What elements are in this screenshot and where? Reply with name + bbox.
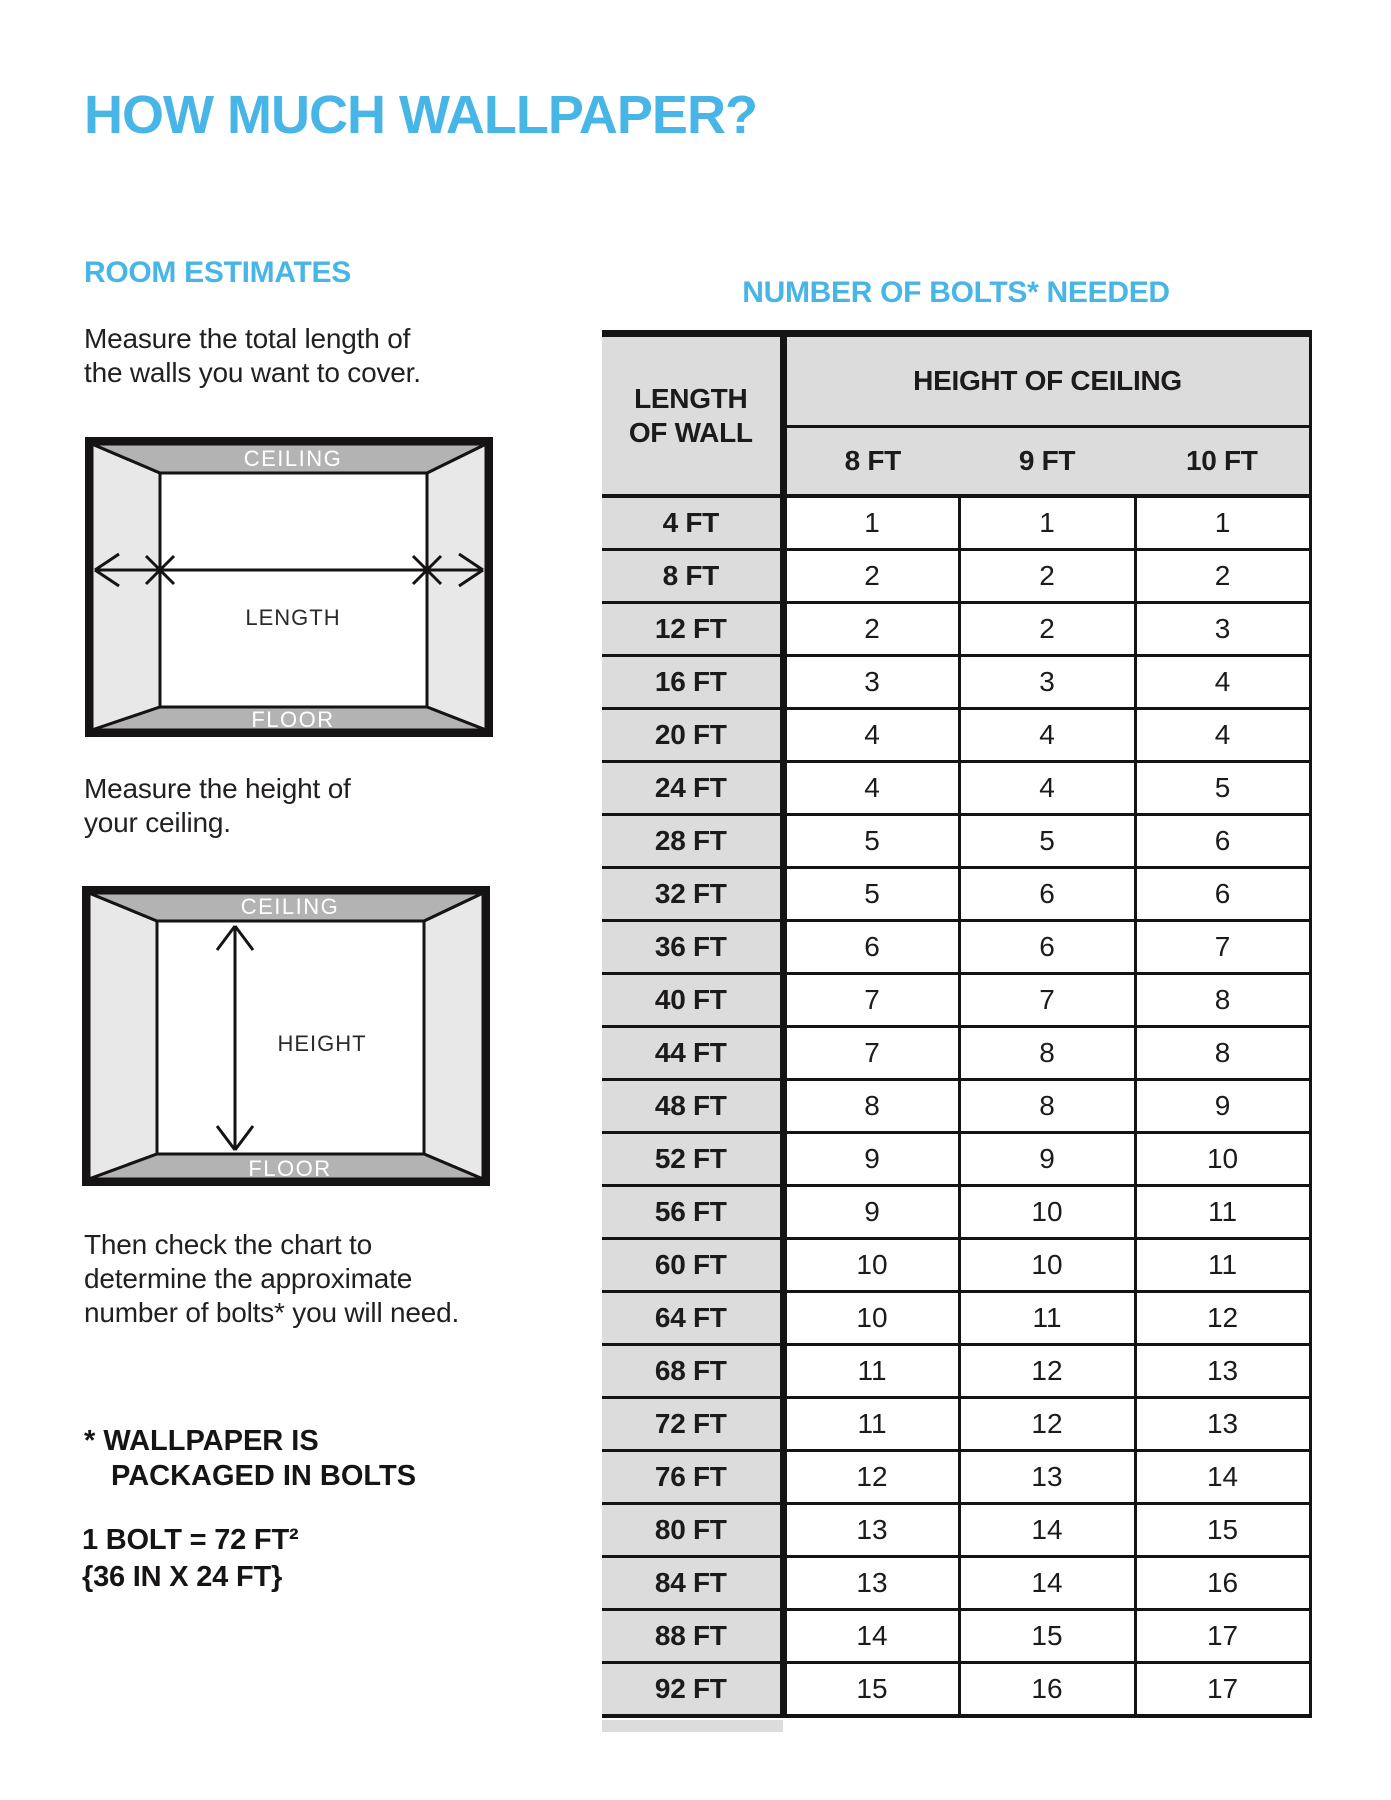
bolts-value-cell: 2 xyxy=(783,603,959,656)
bolts-value-cell: 13 xyxy=(783,1504,959,1557)
bolts-value-cell: 8 xyxy=(1135,1027,1310,1080)
bolts-value-cell: 6 xyxy=(959,868,1135,921)
bolts-value-cell: 3 xyxy=(959,656,1135,709)
left-wall-face xyxy=(92,444,160,730)
floor-label: FLOOR xyxy=(251,707,335,732)
bolts-value-cell: 11 xyxy=(783,1398,959,1451)
wall-length-cell: 88 FT xyxy=(602,1610,783,1663)
table-row xyxy=(602,1451,1310,1504)
ceiling-height-10ft-header: 10 FT xyxy=(1135,427,1310,497)
table-row xyxy=(602,1186,1310,1239)
length-of-wall-header: LENGTH OF WALL xyxy=(602,334,783,497)
bolts-value-cell: 1 xyxy=(1135,496,1310,550)
bolts-value-cell: 10 xyxy=(1135,1133,1310,1186)
wall-length-cell: 52 FT xyxy=(602,1133,783,1186)
bolts-value-cell: 4 xyxy=(959,762,1135,815)
footnote-line: PACKAGED IN BOLTS xyxy=(111,1460,417,1492)
room-estimates-heading: ROOM ESTIMATES xyxy=(84,256,351,289)
wall-length-cell: 44 FT xyxy=(602,1027,783,1080)
bolts-value-cell: 5 xyxy=(783,868,959,921)
height-of-ceiling-header: HEIGHT OF CEILING xyxy=(783,334,1310,427)
room-length-diagram xyxy=(85,437,493,737)
wallpaper-bolts-footnote xyxy=(84,1424,416,1494)
right-wall-face xyxy=(424,893,483,1179)
bolts-value-cell: 2 xyxy=(959,550,1135,603)
bolts-value-cell: 17 xyxy=(1135,1610,1310,1663)
bolts-value-cell: 9 xyxy=(959,1133,1135,1186)
bolts-value-cell: 10 xyxy=(783,1239,959,1292)
instruction-line: the walls you want to cover. xyxy=(84,357,421,388)
bolts-table-header xyxy=(602,334,1310,497)
bolts-value-cell: 16 xyxy=(959,1663,1135,1717)
bolts-value-cell: 10 xyxy=(783,1292,959,1345)
instruction-line: Then check the chart to xyxy=(84,1229,373,1260)
wall-length-cell: 84 FT xyxy=(602,1557,783,1610)
bolts-value-cell: 8 xyxy=(959,1027,1135,1080)
bolts-value-cell: 9 xyxy=(783,1186,959,1239)
bolts-value-cell: 14 xyxy=(959,1504,1135,1557)
bolts-value-cell: 7 xyxy=(959,974,1135,1027)
bolts-value-cell: 5 xyxy=(783,815,959,868)
bolts-value-cell: 5 xyxy=(959,815,1135,868)
bolts-value-cell: 13 xyxy=(783,1557,959,1610)
wall-length-cell: 92 FT xyxy=(602,1663,783,1717)
bolts-value-cell: 1 xyxy=(959,496,1135,550)
footnote-line: * WALLPAPER IS xyxy=(84,1425,319,1457)
bolts-value-cell: 15 xyxy=(959,1610,1135,1663)
bolts-value-cell: 4 xyxy=(783,762,959,815)
table-row xyxy=(602,1398,1310,1451)
bolts-value-cell: 4 xyxy=(783,709,959,762)
table-row xyxy=(602,815,1310,868)
wall-length-cell: 4 FT xyxy=(602,496,783,550)
wall-length-cell: 80 FT xyxy=(602,1504,783,1557)
table-row xyxy=(602,1504,1310,1557)
bolts-value-cell: 11 xyxy=(783,1345,959,1398)
instruction-step-length xyxy=(84,322,421,390)
bolts-value-cell: 2 xyxy=(1135,550,1310,603)
bolts-value-cell: 3 xyxy=(783,656,959,709)
length-label: LENGTH xyxy=(245,605,341,630)
wall-length-cell: 12 FT xyxy=(602,603,783,656)
bolts-value-cell: 11 xyxy=(959,1292,1135,1345)
bolts-value-cell: 17 xyxy=(1135,1663,1310,1717)
bolts-value-cell: 9 xyxy=(1135,1080,1310,1133)
bolts-value-cell: 7 xyxy=(1135,921,1310,974)
bolts-value-cell: 12 xyxy=(959,1398,1135,1451)
bolts-value-cell: 14 xyxy=(783,1610,959,1663)
table-row xyxy=(602,1080,1310,1133)
table-row xyxy=(602,1133,1310,1186)
ceiling-label: CEILING xyxy=(240,894,340,919)
table-row xyxy=(602,1292,1310,1345)
bolts-value-cell: 8 xyxy=(1135,974,1310,1027)
wall-length-cell: 16 FT xyxy=(602,656,783,709)
ceiling-height-8ft-header: 8 FT xyxy=(783,427,959,497)
table-row xyxy=(602,656,1310,709)
room-height-diagram xyxy=(82,886,490,1186)
bolts-value-cell: 4 xyxy=(1135,656,1310,709)
bolts-value-cell: 1 xyxy=(783,496,959,550)
bolts-value-cell: 16 xyxy=(1135,1557,1310,1610)
bolts-value-cell: 8 xyxy=(959,1080,1135,1133)
instruction-step-chart xyxy=(84,1228,459,1330)
bolts-value-cell: 14 xyxy=(1135,1451,1310,1504)
table-bottom-strip xyxy=(602,1720,783,1732)
ceiling-height-9ft-header: 9 FT xyxy=(959,427,1135,497)
bolts-value-cell: 7 xyxy=(783,974,959,1027)
bolts-value-cell: 15 xyxy=(1135,1504,1310,1557)
left-wall-face xyxy=(89,893,157,1179)
bolts-value-cell: 10 xyxy=(959,1239,1135,1292)
bolt-definition xyxy=(82,1522,298,1596)
bolts-value-cell: 2 xyxy=(959,603,1135,656)
bolts-value-cell: 13 xyxy=(1135,1398,1310,1451)
wall-length-cell: 76 FT xyxy=(602,1451,783,1504)
ceiling-label: CEILING xyxy=(243,446,343,471)
table-row xyxy=(602,1239,1310,1292)
table-row xyxy=(602,603,1310,656)
wall-length-cell: 56 FT xyxy=(602,1186,783,1239)
bolts-value-cell: 11 xyxy=(1135,1186,1310,1239)
instruction-line: determine the approximate xyxy=(84,1263,413,1294)
table-row xyxy=(602,496,1310,550)
wall-length-cell: 72 FT xyxy=(602,1398,783,1451)
bolts-value-cell: 15 xyxy=(783,1663,959,1717)
bolts-value-cell: 6 xyxy=(959,921,1135,974)
table-row xyxy=(602,709,1310,762)
bolts-value-cell: 6 xyxy=(1135,815,1310,868)
instruction-line: Measure the total length of xyxy=(84,323,411,354)
bolt-definition-line: {36 IN X 24 FT} xyxy=(82,1561,283,1593)
table-row xyxy=(602,1027,1310,1080)
table-row xyxy=(602,1610,1310,1663)
bolts-value-cell: 9 xyxy=(783,1133,959,1186)
wall-length-cell: 68 FT xyxy=(602,1345,783,1398)
table-row xyxy=(602,1557,1310,1610)
wall-length-cell: 48 FT xyxy=(602,1080,783,1133)
bolts-value-cell: 10 xyxy=(959,1186,1135,1239)
right-wall-face xyxy=(427,444,486,730)
instruction-line: Measure the height of xyxy=(84,773,351,804)
table-row xyxy=(602,1663,1310,1717)
table-row xyxy=(602,921,1310,974)
floor-label: FLOOR xyxy=(248,1156,332,1181)
wall-length-cell: 64 FT xyxy=(602,1292,783,1345)
instruction-step-height xyxy=(84,772,351,840)
wall-length-cell: 36 FT xyxy=(602,921,783,974)
bolts-value-cell: 12 xyxy=(783,1451,959,1504)
page-title: HOW MUCH WALLPAPER? xyxy=(84,85,757,145)
bolts-value-cell: 13 xyxy=(959,1451,1135,1504)
bolts-value-cell: 8 xyxy=(783,1080,959,1133)
bolts-value-cell: 4 xyxy=(959,709,1135,762)
table-row xyxy=(602,550,1310,603)
bolts-value-cell: 12 xyxy=(959,1345,1135,1398)
bolts-table-heading: NUMBER OF BOLTS* NEEDED xyxy=(742,276,1170,309)
wall-length-cell: 24 FT xyxy=(602,762,783,815)
table-row xyxy=(602,1345,1310,1398)
table-row xyxy=(602,762,1310,815)
wall-length-cell: 20 FT xyxy=(602,709,783,762)
instruction-line: number of bolts* you will need. xyxy=(84,1297,460,1328)
instruction-line: your ceiling. xyxy=(84,807,231,838)
height-label: HEIGHT xyxy=(277,1031,367,1056)
bolt-definition-line: 1 BOLT = 72 FT² xyxy=(82,1524,299,1556)
wall-length-cell: 28 FT xyxy=(602,815,783,868)
bolts-value-cell: 7 xyxy=(783,1027,959,1080)
bolts-value-cell: 12 xyxy=(1135,1292,1310,1345)
table-row xyxy=(602,974,1310,1027)
table-row xyxy=(602,868,1310,921)
bolts-value-cell: 3 xyxy=(1135,603,1310,656)
bolts-table-body xyxy=(602,496,1310,1716)
back-wall-face xyxy=(160,473,427,707)
bolts-value-cell: 11 xyxy=(1135,1239,1310,1292)
bolts-value-cell: 2 xyxy=(783,550,959,603)
bolts-value-cell: 5 xyxy=(1135,762,1310,815)
wall-length-cell: 40 FT xyxy=(602,974,783,1027)
bolts-value-cell: 6 xyxy=(783,921,959,974)
bolts-value-cell: 13 xyxy=(1135,1345,1310,1398)
bolts-value-cell: 4 xyxy=(1135,709,1310,762)
wall-length-cell: 60 FT xyxy=(602,1239,783,1292)
bolts-table xyxy=(602,330,1312,1718)
wall-length-cell: 32 FT xyxy=(602,868,783,921)
bolts-value-cell: 14 xyxy=(959,1557,1135,1610)
wall-length-cell: 8 FT xyxy=(602,550,783,603)
bolts-value-cell: 6 xyxy=(1135,868,1310,921)
